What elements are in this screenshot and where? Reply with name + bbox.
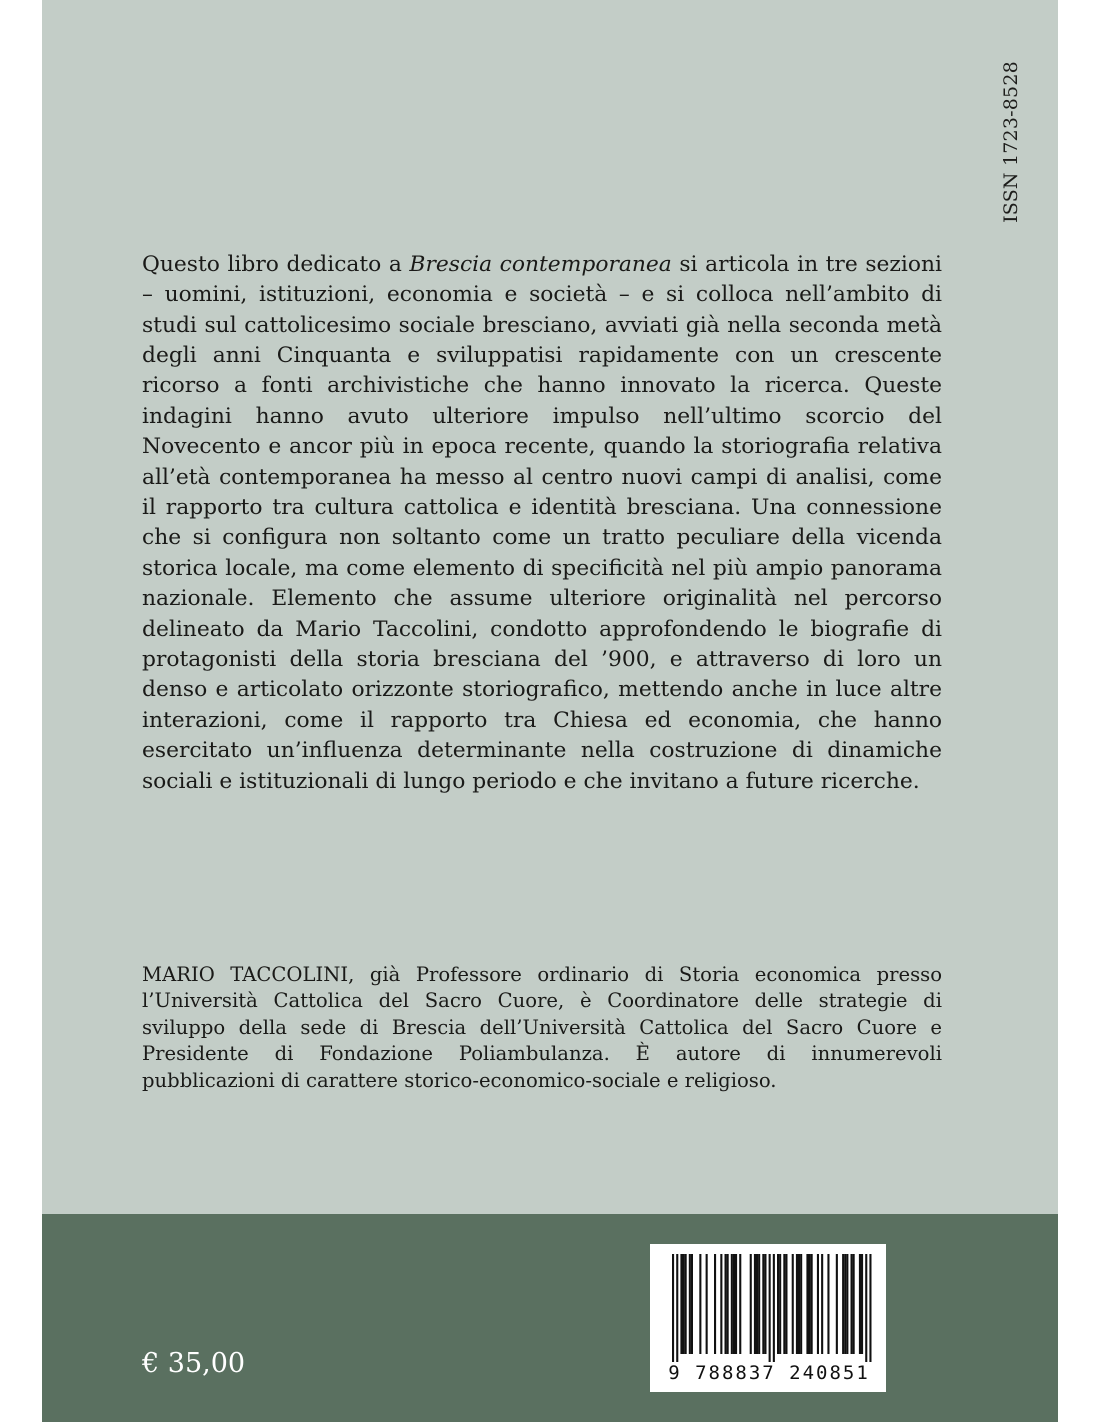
barcode-bar (792, 1254, 794, 1354)
issn-label-container (996, 44, 1026, 240)
barcode-bar (853, 1254, 855, 1354)
barcode-bar (699, 1254, 701, 1354)
price-label: € 35,00 (142, 1348, 246, 1379)
barcode-bar (764, 1254, 766, 1354)
barcode-bar (869, 1254, 871, 1362)
barcode-bar (773, 1254, 775, 1362)
author-bio: MARIO TACCOLINI, già Professore ordinario di Storia economica presso l’Università Cattolica del Sacro Cuore, è Coordinatore delle strategie di sviluppo della sede di Brescia dell’Università Cattolica del Sacro Cuore e Presidente di Fondazione Poliambulanza. È autore di innumerevoli pubblicazioni di carattere storico-economico-sociale e religioso. (142, 962, 942, 1092)
barcode-bar (806, 1254, 808, 1354)
barcode-bar (756, 1254, 758, 1354)
blurb-lead: Questo libro dedicato a (142, 251, 410, 277)
barcode-bar (680, 1254, 682, 1354)
barcode-bar (846, 1254, 848, 1354)
blurb-body: si articola in tre sezioni – uomini, istituzioni, economia e società – e si colloca nell’ambito di studi sul cattolicesimo sociale bresciano, avviati già nella seconda metà degli anni Cinquanta e sviluppatisi rapidamente con un crescente ricorso a fonti archivistiche che hanno innovato la ricerca. Queste indagini hanno avuto ulteriore impulso nell’ultimo scorcio del Novecento e ancor più in epoca recente, quando la storiografia relativa all’età contemporanea ha messo al centro nuovi campi di analisi, come il rapporto tra cultura cattolica e identità bresciana. Una connessione che si configura non soltanto come un tratto peculiare della vicenda storica locale, ma come elemento di specificità nel più ampio panorama nazionale. Elemento che assume ulteriore originalità nel percorso delineato da Mario Taccolini, condotto approfondendo le biografie di protagonisti della storia bresciana del ’900, e attraverso di loro un denso e articolato orizzonte storiografico, mettendo anche in luce altre interazioni, come il rapporto tra Chiesa ed economia, che hanno esercitato un’influenza determinante nella costruzione di dinamiche sociali e istituzionali di lungo periodo e che invitano a future ricerche. (142, 251, 942, 794)
barcode-bar (725, 1254, 727, 1354)
issn-label: ISSN 1723-8528 (1000, 61, 1023, 223)
barcode-bar (706, 1254, 708, 1354)
barcode-bar (727, 1254, 729, 1354)
book-blurb (142, 250, 942, 797)
barcode-bar (844, 1254, 846, 1354)
barcode-bar (733, 1254, 735, 1354)
barcode-bar (809, 1254, 811, 1354)
barcode-bar (783, 1254, 785, 1354)
barcode-bar (720, 1254, 722, 1354)
barcode-bar (865, 1254, 867, 1362)
barcode-bar (731, 1254, 733, 1354)
barcode-bar (739, 1254, 741, 1354)
barcode-bar (691, 1254, 693, 1354)
barcode-bar (762, 1254, 764, 1354)
barcode-bar (777, 1254, 779, 1354)
barcode-bar (861, 1254, 863, 1354)
barcode-bar (796, 1254, 798, 1354)
barcode-bar (683, 1254, 685, 1354)
barcode-bar (676, 1254, 678, 1362)
barcode-digits: 9 788837 240851 (668, 1362, 870, 1384)
bottom-band (42, 1214, 1058, 1422)
barcode-bar (851, 1254, 853, 1354)
barcode-bar (672, 1254, 674, 1362)
blurb-title-italic: Brescia contemporanea (409, 251, 672, 277)
barcode-bar (754, 1254, 756, 1354)
barcode-bar (817, 1254, 819, 1354)
isbn-barcode (650, 1244, 886, 1392)
barcode-bar (689, 1254, 691, 1354)
barcode-bars (650, 1244, 886, 1364)
barcode-bar (827, 1254, 829, 1354)
barcode-bar (769, 1254, 771, 1362)
barcode-bar (821, 1254, 823, 1354)
barcode-bar (798, 1254, 800, 1354)
barcode-bar (859, 1254, 861, 1354)
barcode-bar (750, 1254, 752, 1354)
barcode-bar (836, 1254, 838, 1354)
barcode-bar (685, 1254, 687, 1354)
barcode-bar (779, 1254, 781, 1354)
barcode-bar (842, 1254, 844, 1354)
barcode-bar (800, 1254, 802, 1354)
barcode-bar (758, 1254, 760, 1354)
barcode-bar (785, 1254, 787, 1354)
barcode-bar (811, 1254, 813, 1354)
barcode-bar (735, 1254, 737, 1354)
barcode-bar (714, 1254, 716, 1354)
